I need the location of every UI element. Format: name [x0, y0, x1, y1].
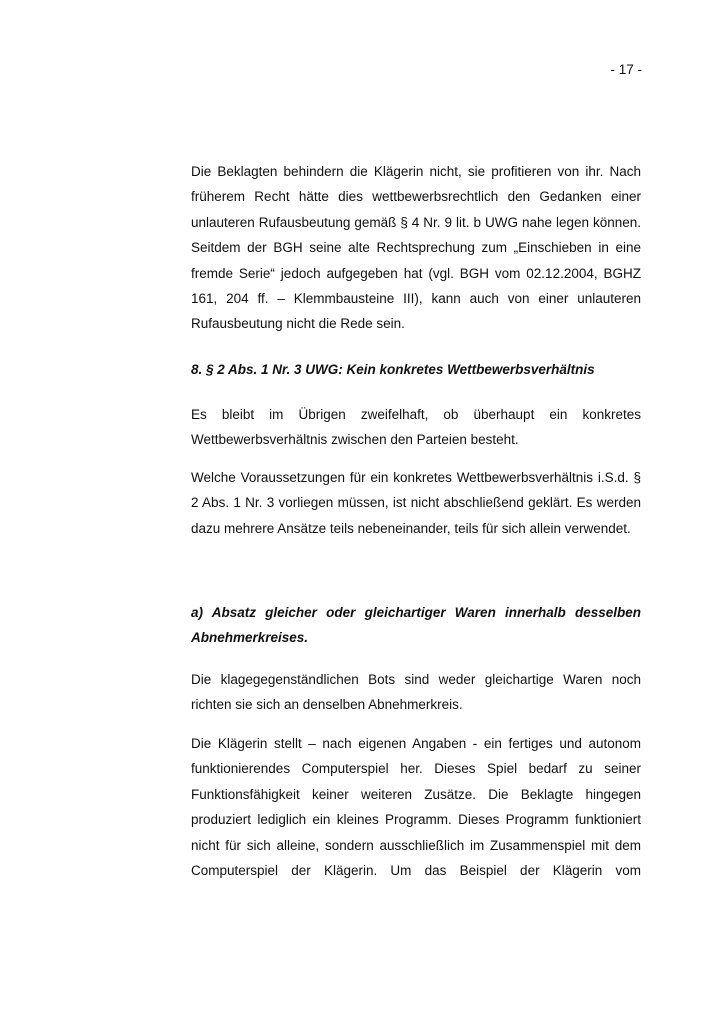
paragraph-rufausbeutung: Die Beklagten behindern die Klägerin nicht, sie profitieren von ihr. Nach früherem Recht hätte dies wettbewerbsrechtlich den Gedanken einer unlauteren Rufausbeutung gemäß § 4 Nr. 9 lit. b UWG nahe legen können. Seitdem der BGH seine alte Rechtsprechung zum „Einschieben in eine fremde Serie“ jedoch aufgegeben hat (vgl. BGH vom 02.12.2004, BGHZ 161, 204 ff. – Klemmbausteine III), kann auch von einer unlauteren Rufausbeutung nicht die Rede sein. — [191, 164, 641, 332]
paragraph-bots: Die klagegegenständlichen Bots sind weder gleichartige Waren noch richten sie sich an denselben Abnehmerkreis. — [191, 672, 641, 713]
page-number: - 17 - — [610, 62, 642, 77]
paragraph-computerspiel: Die Klägerin stellt – nach eigenen Angaben - ein fertiges und autonom funktionierendes Computerspiel her. Dieses Spiel bedarf zu seiner Funktionsfähigkeit keiner weiteren Zusätze. Die Beklagte hingegen produziert lediglich ein kleines Programm. Dieses Programm funktioniert nicht für sich alleine, sondern ausschließlich im Zusammenspiel mit dem Computerspiel der Klägerin. Um das Beispiel der Klägerin vom — [191, 736, 641, 879]
paragraph-zweifelhaft: Es bleibt im Übrigen zweifelhaft, ob überhaupt ein konkretes Wettbewerbsverhältnis zwischen den Parteien besteht. — [191, 407, 641, 448]
paragraph-voraussetzungen: Welche Voraussetzungen für ein konkretes Wettbewerbsverhältnis i.S.d. § 2 Abs. 1 Nr. 3 vorliegen müssen, ist nicht abschließend geklärt. Es werden dazu mehrere Ansätze teils nebeneinander, teils für sich allein verwendet. — [191, 470, 641, 536]
subsection-heading-absatz: a) Absatz gleicher oder gleichartiger Waren innerhalb desselben Abnehmerkreises. — [191, 605, 641, 646]
section-heading-wettbewerbsverhaeltnis: 8. § 2 Abs. 1 Nr. 3 UWG: Kein konkretes Wettbewerbsverhältnis — [191, 362, 595, 377]
